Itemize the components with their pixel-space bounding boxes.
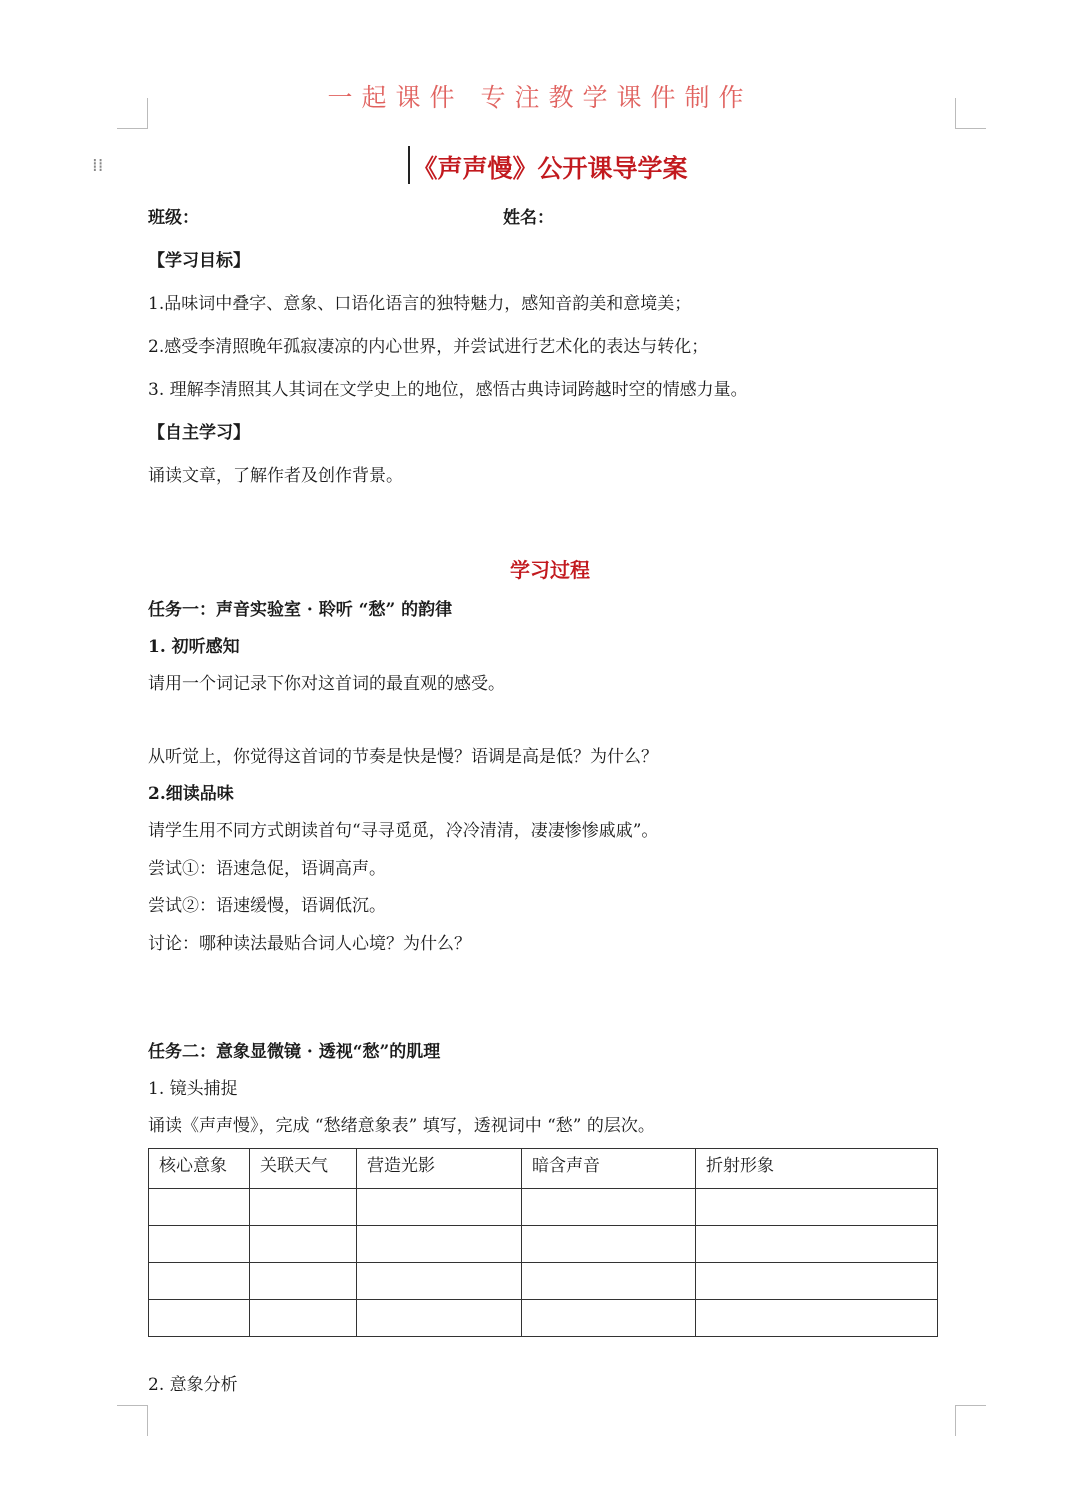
table-cell[interactable] [149,1300,250,1337]
table-cell[interactable] [357,1263,522,1300]
table-cell[interactable] [522,1226,696,1263]
table-cell[interactable] [696,1189,938,1226]
table-cell[interactable] [250,1189,357,1226]
table-cell[interactable] [696,1300,938,1337]
objective-3: 3. 理解李清照其人其词在文学史上的地位，感悟古典诗词跨越时空的情感力量。 [148,380,748,400]
table-cell[interactable] [250,1300,357,1337]
table-row [149,1189,938,1226]
table-header-cell: 折射形象 [696,1149,938,1189]
document-title[interactable]: 《声声慢》公开课导学案 [412,154,688,183]
table-cell[interactable] [522,1300,696,1337]
task2-sub1: 1. 镜头捕捉 [148,1079,238,1099]
table-cell[interactable] [149,1189,250,1226]
self-study-text: 诵读文章，了解作者及创作背景。 [148,466,403,486]
task2-sub2: 2. 意象分析 [148,1375,238,1395]
table-cell[interactable] [522,1263,696,1300]
table-header-cell: 暗含声音 [522,1149,696,1189]
task1-try-2: 尝试②：语速缓慢，语调低沉。 [148,896,386,916]
table-cell[interactable] [149,1226,250,1263]
table-cell[interactable] [696,1226,938,1263]
table-row [149,1226,938,1263]
objective-1: 1.品味词中叠字、意象、口语化语言的独特魅力，感知音韵美和意境美； [148,294,692,314]
task1-discussion: 讨论：哪种读法最贴合词人心境？为什么？ [148,934,471,954]
task1-question-1: 请用一个词记录下你对这首词的最直观的感受。 [148,674,505,694]
table-cell[interactable] [357,1300,522,1337]
task1-sub1: 1. 初听感知 [148,637,240,657]
task1-question-3: 请学生用不同方式朗读首句“寻寻觅觅，冷冷清清，凄凄惨惨戚戚”。 [148,821,659,841]
crop-mark-bottom-left [117,1405,148,1436]
process-heading: 学习过程 [510,558,590,582]
table-cell[interactable] [250,1263,357,1300]
task1-sub2: 2.细读品味 [148,784,234,804]
table-cell[interactable] [357,1189,522,1226]
table-cell[interactable] [696,1263,938,1300]
task2-instruction: 诵读《声声慢》，完成 “愁绪意象表” 填写，透视词中 “愁” 的层次。 [148,1116,655,1136]
table-cell[interactable] [522,1189,696,1226]
objective-2: 2.感受李清照晚年孤寂凄凉的内心世界，并尝试进行艺术化的表达与转化； [148,337,709,357]
table-cell[interactable] [250,1226,357,1263]
imagery-table [148,1148,938,1337]
self-study-heading: 【自主学习】 [148,423,250,443]
table-header-cell: 核心意象 [149,1149,250,1189]
name-label: 姓名： [503,208,554,228]
table-header-cell: 营造光影 [357,1149,522,1189]
objectives-heading: 【学习目标】 [148,251,250,271]
table-row [149,1300,938,1337]
table-row [149,1263,938,1300]
task1-question-2: 从听觉上，你觉得这首词的节奏是快是慢？语调是高是低？为什么？ [148,747,658,767]
task1-try-1: 尝试①：语速急促，语调高声。 [148,859,386,879]
crop-mark-bottom-right [955,1405,986,1436]
class-label: 班级： [148,208,199,228]
drag-handle-icon[interactable]: ⁞⁞ [92,155,104,176]
task1-title: 任务一：声音实验室 · 聆听 “愁” 的韵律 [148,600,453,620]
table-cell[interactable] [357,1226,522,1263]
task2-title: 任务二：意象显微镜 · 透视“愁”的肌理 [148,1042,441,1062]
page-header: 一起课件 专注教学课件制作 [327,83,753,112]
table-cell[interactable] [149,1263,250,1300]
table-header-cell: 关联天气 [250,1149,357,1189]
table-header-row [149,1149,938,1189]
